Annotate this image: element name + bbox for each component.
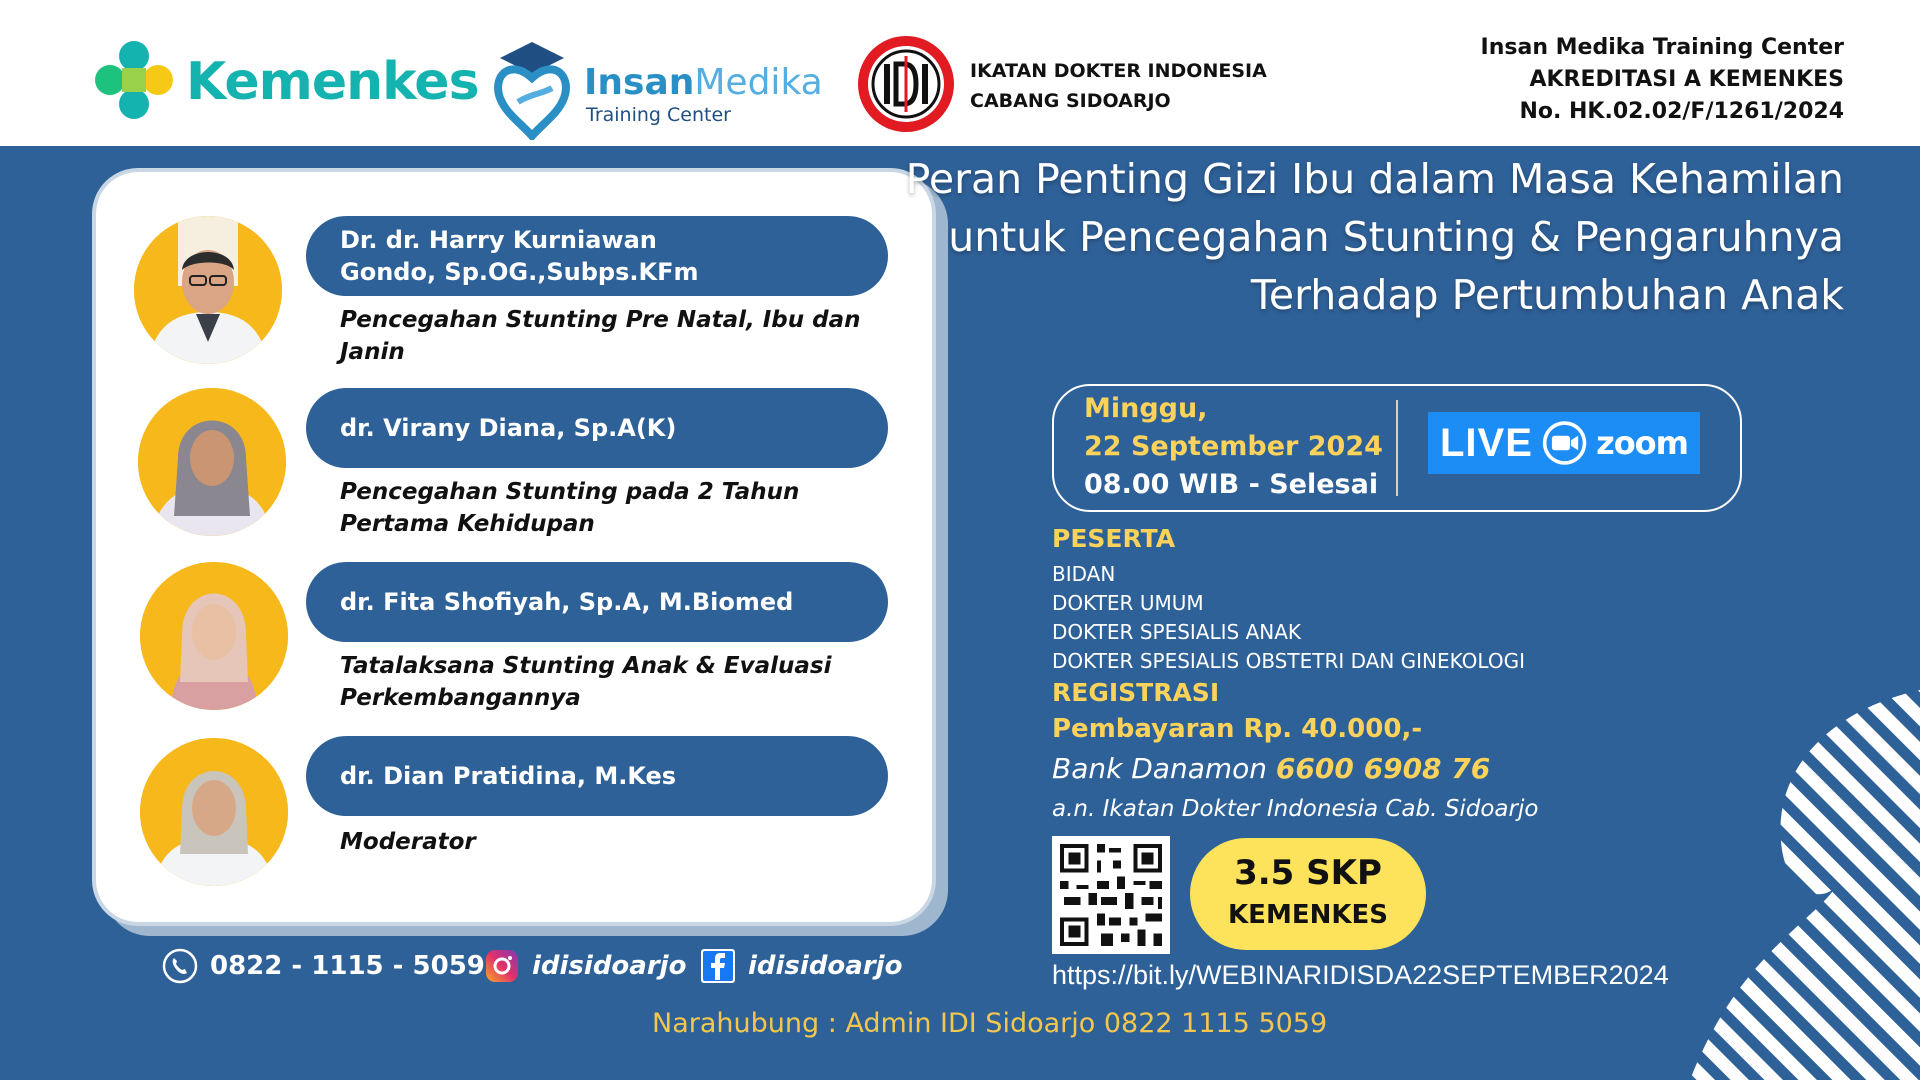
speaker-1-name-line2: Gondo, Sp.OG.,Subps.KFm <box>340 258 699 286</box>
person-icon <box>134 216 282 364</box>
facebook-handle: idisidoarjo <box>748 951 903 981</box>
skp-badge <box>1190 838 1426 950</box>
bank-account: 6600 6908 76 <box>1275 752 1491 785</box>
skp-value: 3.5 SKP <box>1234 853 1382 893</box>
idi-logo-icon <box>856 34 956 134</box>
decorative-stripes <box>1680 690 1920 1080</box>
phone-contact[interactable] <box>162 948 485 984</box>
speaker-1-name-line1: Dr. dr. Harry Kurniawan <box>340 226 657 254</box>
speaker-2-name-pill <box>306 388 888 468</box>
insan-medika-wordmark: InsanMedika <box>584 62 823 103</box>
speaker-4-name-pill <box>306 736 888 816</box>
speaker-3-name-pill <box>306 562 888 642</box>
peserta-heading: PESERTA <box>1052 524 1176 553</box>
idi-name: IKATAN DOKTER INDONESIA CABANG SIDOARJO <box>970 60 1267 112</box>
schedule-box <box>1052 384 1742 512</box>
speaker-4-photo <box>140 738 288 886</box>
insan-medika-subtitle: Training Center <box>586 104 731 126</box>
phone-icon <box>162 948 198 984</box>
registration-link[interactable]: https://bit.ly/WEBINARIDISDA22SEPTEMBER2024 <box>1052 960 1669 990</box>
live-zoom-badge <box>1428 412 1700 474</box>
instagram-handle: idisidoarjo <box>532 951 687 981</box>
skp-issuer: KEMENKES <box>1228 900 1388 930</box>
person-icon <box>138 388 286 536</box>
facebook-contact[interactable] <box>700 948 902 984</box>
event-day: Minggu, <box>1084 393 1208 424</box>
phone-number: 0822 - 1115 - 5059 <box>210 951 485 981</box>
event-date: 22 September 2024 <box>1084 431 1383 462</box>
facebook-icon <box>700 948 736 984</box>
speaker-card <box>92 168 936 926</box>
speaker-3-photo <box>140 562 288 710</box>
speaker-2-topic: Pencegahan Stunting pada 2 Tahun Pertama Kehidupan <box>340 479 800 537</box>
speaker-1-photo <box>134 216 282 364</box>
accreditation-block: Insan Medika Training Center AKREDITASI A KEMENKES No. HK.02.02/F/1261/2024 <box>1480 35 1844 124</box>
contact-person: Narahubung : Admin IDI Sidoarjo 0822 1115 5059 <box>652 1008 1328 1039</box>
list-item: DOKTER SPESIALIS ANAK <box>1052 620 1302 644</box>
instagram-contact[interactable] <box>484 948 686 984</box>
kemenkes-wordmark: Kemenkes <box>186 52 479 112</box>
schedule-divider <box>1396 400 1398 496</box>
zoom-label: zoom <box>1596 424 1688 462</box>
list-item: DOKTER SPESIALIS OBSTETRI DAN GINEKOLOGI <box>1052 649 1525 673</box>
qr-code-icon[interactable] <box>1052 836 1170 954</box>
instagram-icon <box>484 948 520 984</box>
speaker-2-photo <box>138 388 286 536</box>
speaker-2-name-line1: dr. Virany Diana, Sp.A(K) <box>340 414 677 442</box>
peserta-list <box>1052 560 1525 676</box>
speaker-4-name-line1: dr. Dian Pratidina, M.Kes <box>340 762 677 790</box>
speaker-1-name-pill <box>306 216 888 296</box>
header-bar <box>0 0 1920 146</box>
person-icon <box>140 738 288 886</box>
speaker-1-topic: Pencegahan Stunting Pre Natal, Ibu dan Janin <box>340 307 861 365</box>
speaker-3-name-line1: dr. Fita Shofiyah, Sp.A, M.Biomed <box>340 588 794 616</box>
person-icon <box>140 562 288 710</box>
schedule-text <box>1084 390 1383 504</box>
kemenkes-logo-icon <box>94 40 174 120</box>
list-item: BIDAN <box>1052 562 1116 586</box>
payment-amount: Pembayaran Rp. 40.000,- <box>1052 714 1423 744</box>
live-label: LIVE <box>1440 420 1533 465</box>
list-item: DOKTER UMUM <box>1052 591 1204 615</box>
insan-medika-logo-icon <box>490 28 574 140</box>
speaker-4-topic: Moderator <box>340 829 476 855</box>
zoom-camera-icon <box>1541 417 1588 469</box>
event-time: 08.00 WIB - Selesai <box>1084 469 1379 500</box>
account-holder: a.n. Ikatan Dokter Indonesia Cab. Sidoarjo <box>1052 796 1539 822</box>
registrasi-heading: REGISTRASI <box>1052 678 1220 707</box>
bank-info <box>1052 752 1490 785</box>
webinar-title: Peran Penting Gizi Ibu dalam Masa Kehamilan untuk Pencegahan Stunting & Pengaruhnya Terhadap Pertumbuhan Anak <box>905 155 1844 319</box>
speaker-3-topic: Tatalaksana Stunting Anak & Evaluasi Perkembangannya <box>340 653 832 711</box>
bank-name: Bank Danamon <box>1052 752 1268 785</box>
